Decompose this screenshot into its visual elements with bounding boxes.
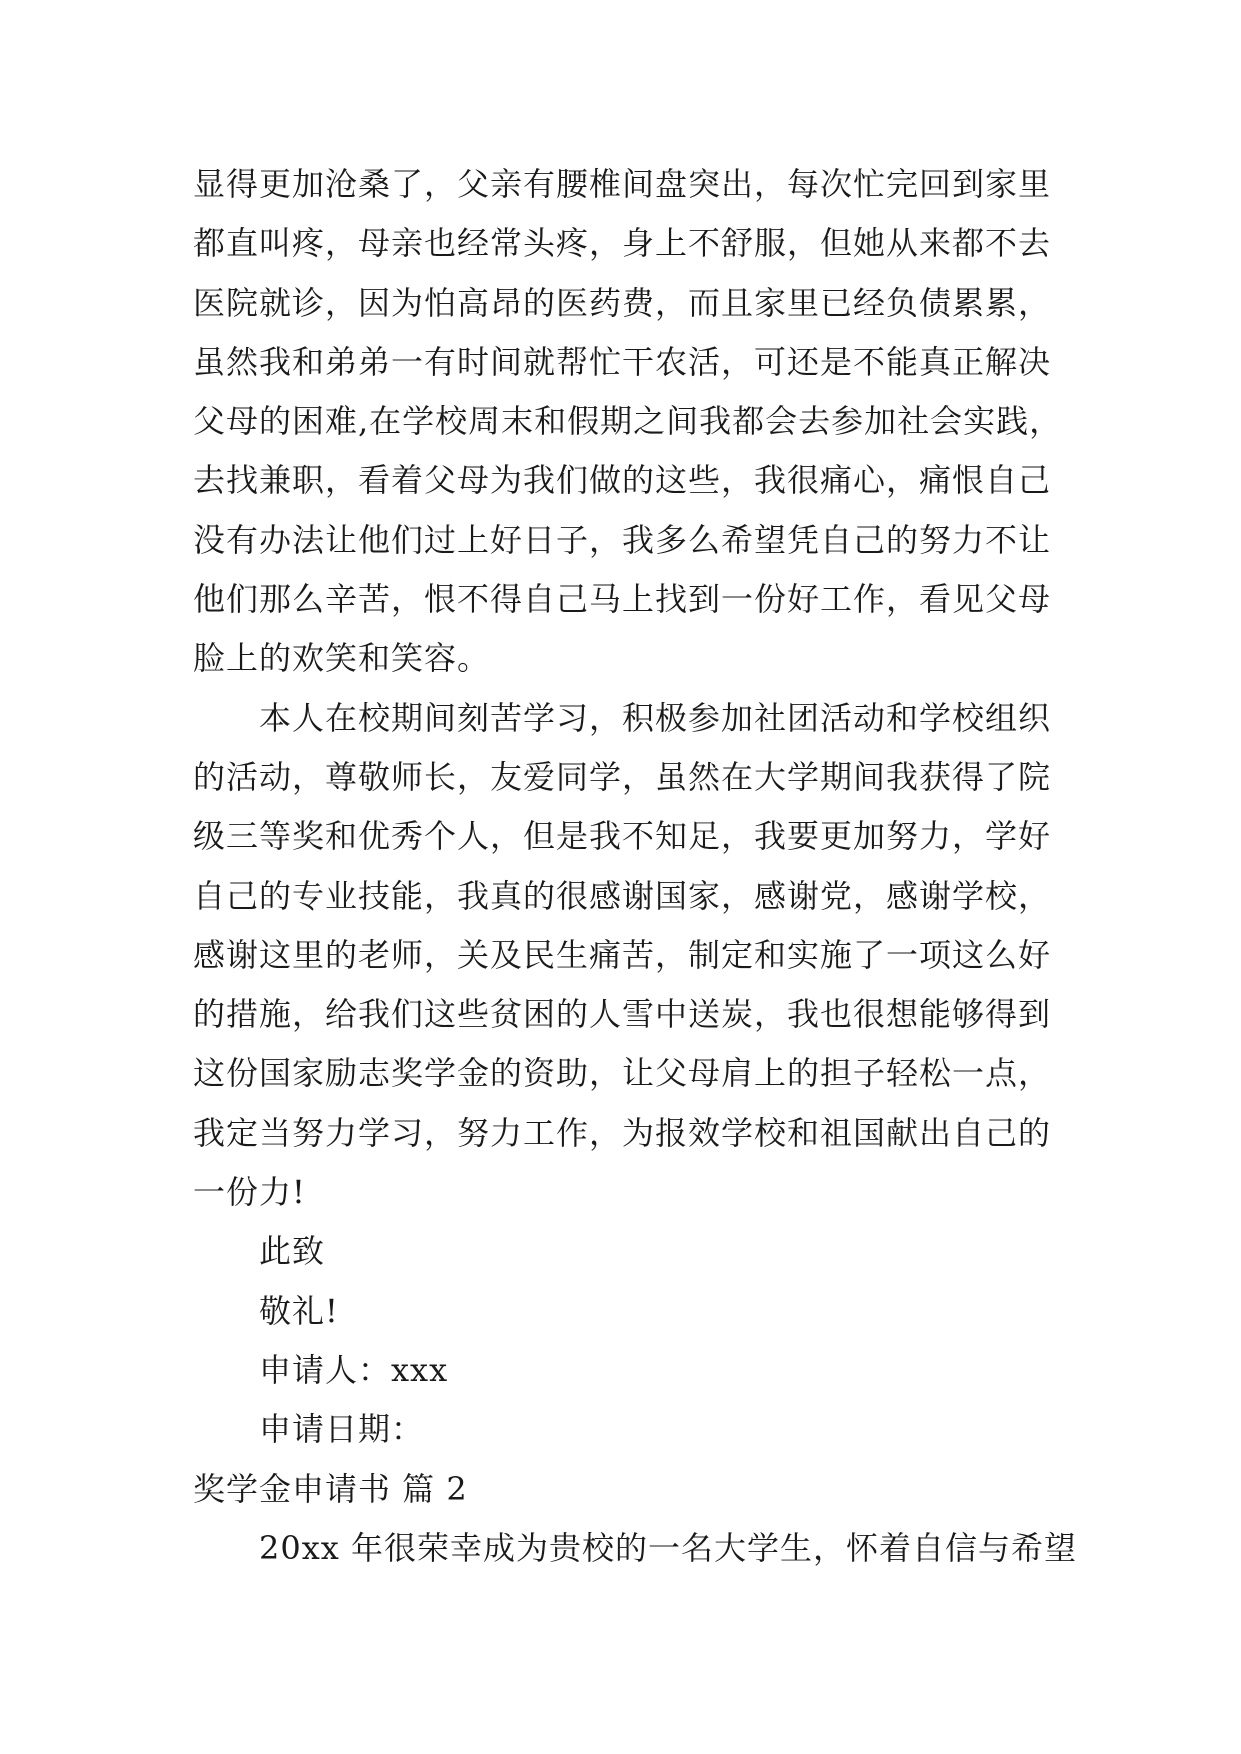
text-line: 级三等奖和优秀个人，但是我不知足，我要更加努力，学好 xyxy=(193,817,1052,856)
text-line: 我定当努力学习，努力工作，为报效学校和祖国献出自己的 xyxy=(193,1113,1052,1152)
letter-closing xyxy=(193,1222,1073,1459)
section-heading: 奖学金申请书 篇 2 xyxy=(193,1469,468,1508)
paragraph-school-performance xyxy=(193,689,1073,1223)
text-line: 20xx 年很荣幸成为贵校的一名大学生，怀着自信与希望 xyxy=(259,1528,1077,1567)
text-line: 父母的困难,在学校周末和假期之间我都会去参加社会实践， xyxy=(193,402,1063,441)
text-line: 感谢这里的老师，关及民生痛苦，制定和实施了一项这么好 xyxy=(193,935,1052,974)
applicant-line: 申请人：xxx xyxy=(259,1350,449,1389)
section-2 xyxy=(193,1460,1077,1579)
text-line: 的活动，尊敬师长，友爱同学，虽然在大学期间我获得了院 xyxy=(193,757,1052,796)
text-line: 本人在校期间刻苦学习，积极参加社团活动和学校组织 xyxy=(259,698,1052,737)
text-line: 一份力! xyxy=(193,1173,306,1212)
text-line: 脸上的欢笑和笑容。 xyxy=(193,639,491,678)
application-date-line: 申请日期： xyxy=(259,1410,425,1449)
text-line: 自己的专业技能，我真的很感谢国家，感谢党，感谢学校， xyxy=(193,876,1052,915)
text-line: 这份国家励志奖学金的资助，让父母肩上的担子轻松一点， xyxy=(193,1054,1052,1093)
text-line: 都直叫疼，母亲也经常头疼，身上不舒服，但她从来都不去 xyxy=(193,224,1052,263)
closing-regards: 敬礼! xyxy=(259,1291,339,1330)
text-line: 他们那么辛苦，恨不得自己马上找到一份好工作，看见父母 xyxy=(193,580,1052,619)
text-line: 的措施，给我们这些贫困的人雪中送炭，我也很想能够得到 xyxy=(193,995,1052,1034)
closing-salutation: 此致 xyxy=(259,1232,326,1271)
text-line: 虽然我和弟弟一有时间就帮忙干农活，可还是不能真正解决 xyxy=(193,342,1052,381)
text-line: 医院就诊，因为怕高昂的医药费，而且家里已经负债累累， xyxy=(193,283,1052,322)
paragraph-family-hardship xyxy=(193,155,1073,689)
document-body xyxy=(193,155,1077,1578)
text-line: 显得更加沧桑了，父亲有腰椎间盘突出，每次忙完回到家里 xyxy=(193,165,1052,203)
text-line: 没有办法让他们过上好日子，我多么希望凭自己的努力不让 xyxy=(193,520,1052,559)
text-line: 去找兼职，看着父母为我们做的这些，我很痛心，痛恨自己 xyxy=(193,461,1052,500)
